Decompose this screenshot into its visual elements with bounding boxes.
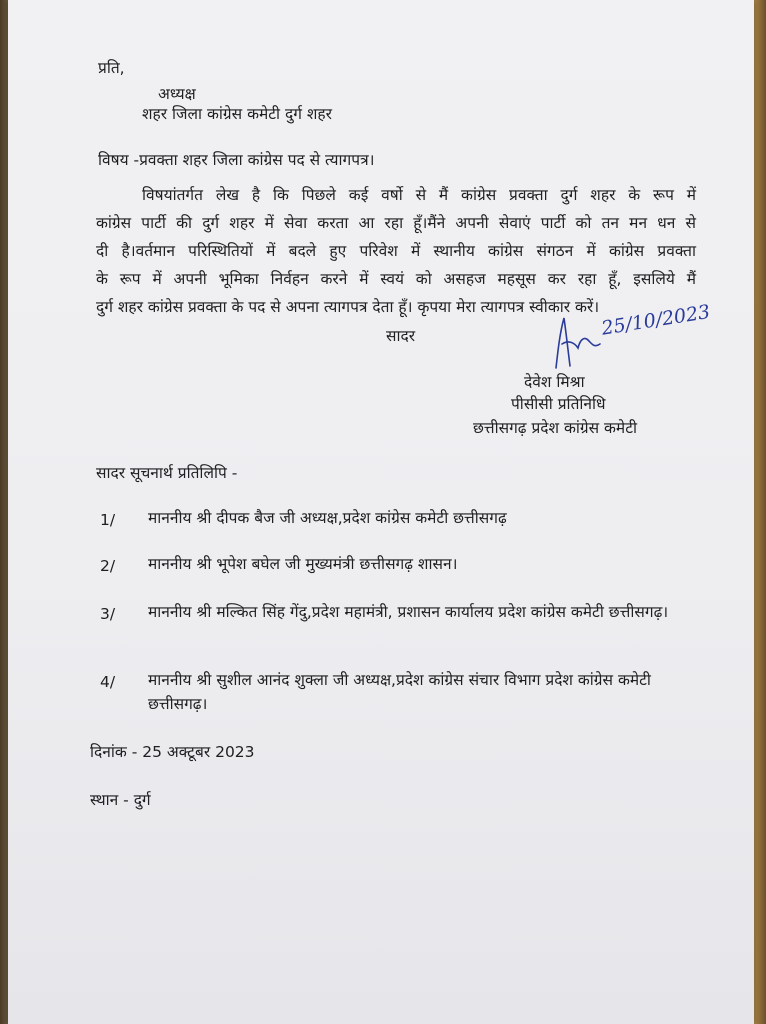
recipient-org: शहर जिला कांग्रेस कमेटी दुर्ग शहर xyxy=(142,105,332,123)
cc-heading: सादर सूचनार्थ प्रतिलिपि - xyxy=(96,464,238,482)
body-line: विषयांतर्गत लेख है कि पिछले कई वर्षो से मैं कांग्रेस प्रवक्ता दुर्ग शहर के रूप में xyxy=(142,186,696,204)
sender-org: छत्तीसगढ़ प्रदेश कांग्रेस कमेटी xyxy=(473,419,638,437)
cc-number: 1/ xyxy=(100,511,116,529)
body-line: के रूप में अपनी भूमिका निर्वहन करने में स्वयं को असहज महसूस कर रहा हूँ, इसलिये मैं xyxy=(96,270,696,288)
cc-item: माननीय श्री दीपक बैज जी अध्यक्ष,प्रदेश कांग्रेस कमेटी छत्तीसगढ़ xyxy=(148,509,507,527)
cc-item: माननीय श्री मल्कित सिंह गेंदु,प्रदेश महामंत्री, प्रशासन कार्यालय प्रदेश कांग्रेस कमेटी छत्तीसगढ़। xyxy=(148,603,669,621)
cc-item: माननीय श्री सुशील आनंद शुक्ला जी अध्यक्ष,प्रदेश कांग्रेस संचार विभाग प्रदेश कांग्रेस कमेटी छत्तीसगढ़। xyxy=(148,671,651,713)
body-line: दुर्ग शहर कांग्रेस प्रवक्ता के पद से अपना त्यागपत्र देता हूँ। कृपया मेरा त्यागपत्र स्वीकार करें। xyxy=(96,298,600,316)
date-line: दिनांक - 25 अक्टूबर 2023 xyxy=(90,743,255,761)
letter-page xyxy=(8,0,754,1024)
sender-designation: पीसीसी प्रतिनिधि xyxy=(511,395,606,413)
cc-number: 3/ xyxy=(100,605,116,623)
sender-name: देवेश मिश्रा xyxy=(524,373,585,391)
cc-number: 2/ xyxy=(100,557,116,575)
body-paragraph xyxy=(96,181,696,321)
subject-line: विषय -प्रवक्ता शहर जिला कांग्रेस पद से त्यागपत्र। xyxy=(98,151,375,169)
body-line: कांग्रेस पार्टी की दुर्ग शहर में सेवा करता आ रहा हूँ।मैंने अपनी सेवाएं पार्टी को तन मन धन से xyxy=(96,214,696,232)
cc-number: 4/ xyxy=(100,673,116,691)
recipient-title: अध्यक्ष xyxy=(158,85,196,103)
place-line: स्थान - दुर्ग xyxy=(90,791,151,809)
cc-item: माननीय श्री भूपेश बघेल जी मुख्यमंत्री छत्तीसगढ़ शासन। xyxy=(148,555,458,573)
signature-date: 25/10/2023 xyxy=(600,300,712,340)
closing-text: सादर xyxy=(386,327,416,345)
body-line: दी है।वर्तमान परिस्थितियों में बदले हुए परिवेश में स्थानीय कांग्रेस संगठन में कांग्रेस प्रवक्ता xyxy=(96,242,696,260)
to-label: प्रति, xyxy=(98,59,125,77)
